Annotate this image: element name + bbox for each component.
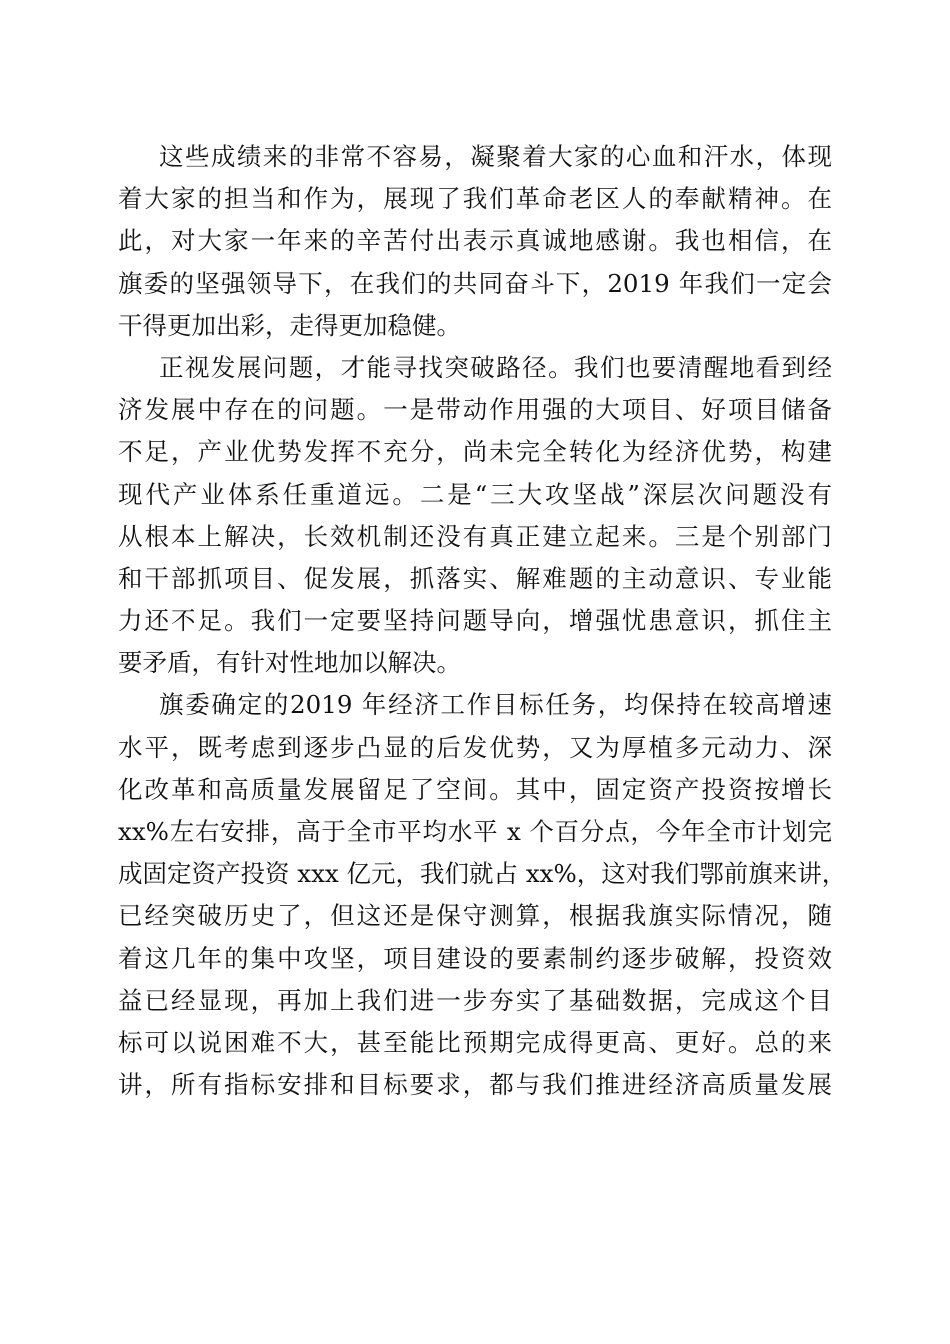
paragraph-line: 标可以说困难不大，甚至能比预期完成得更高、更好。总的来: [118, 1027, 832, 1057]
paragraph-line: 益已经显现，再加上我们进一步夯实了基础数据，完成这个目: [118, 985, 832, 1015]
paragraph-line: 这些成绩来的非常不容易，凝聚着大家的心血和汗水，体现: [159, 142, 832, 171]
paragraph-line: 着大家的担当和作为，展现了我们革命老区人的奉献精神。在: [118, 184, 832, 214]
paragraph-line: xx%左右安排，高于全市平均水平 x 个百分点，今年全市计划完: [118, 817, 832, 846]
paragraph-2: [118, 347, 832, 685]
paragraph-line: 现代产业体系任重道远。二是“三大攻坚战”深层次问题没有: [118, 479, 832, 509]
paragraph-line: 此，对大家一年来的辛苦付出表示真诚地感谢。我也相信，在: [118, 226, 832, 256]
paragraph-line: 力还不足。我们一定要坚持问题导向，增强忧患意识，抓住主: [118, 606, 832, 636]
paragraph-line: 旗委的坚强领导下，在我们的共同奋斗下，2019 年我们一定会: [118, 268, 832, 298]
paragraph-line: 已经突破历史了，但这还是保守测算，根据我旗实际情况，随: [118, 901, 832, 931]
paragraph-line: 干得更加出彩，走得更加稳健。: [118, 310, 461, 340]
paragraph-line: 着这几年的集中攻坚，项目建设的要素制约逐步破解，投资效: [118, 943, 832, 973]
paragraph-1: [118, 136, 832, 347]
paragraph-line: 要矛盾，有针对性地加以解决。: [118, 648, 461, 678]
paragraph-3: [118, 684, 847, 1106]
paragraph-line: 从根本上解决，长效机制还没有真正建立起来。三是个别部门: [118, 521, 832, 551]
paragraph-line: 和干部抓项目、促发展，抓落实、解难题的主动意识、专业能: [118, 563, 832, 593]
paragraph-line: 旗委确定的2019 年经济工作目标任务，均保持在较高增速: [159, 690, 832, 720]
paragraph-line: 讲，所有指标安排和目标要求，都与我们推进经济高质量发展: [118, 1070, 832, 1100]
paragraph-line: 正视发展问题，才能寻找突破路径。我们也要清醒地看到经: [159, 352, 832, 382]
document-body: [118, 136, 847, 1106]
paragraph-line: 济发展中存在的问题。一是带动作用强的大项目、好项目储备: [118, 395, 832, 425]
paragraph-line: 不足，产业优势发挥不充分，尚未完全转化为经济优势，构建: [118, 437, 832, 467]
paragraph-line: 化改革和高质量发展留足了空间。其中，固定资产投资按增长: [118, 774, 832, 804]
paragraph-line: 水平，既考虑到逐步凸显的后发优势，又为厚植多元动力、深: [118, 732, 832, 762]
paragraph-line: 成固定资产投资 xxx 亿元，我们就占 xx%，这对我们鄂前旗来讲，: [118, 859, 847, 889]
